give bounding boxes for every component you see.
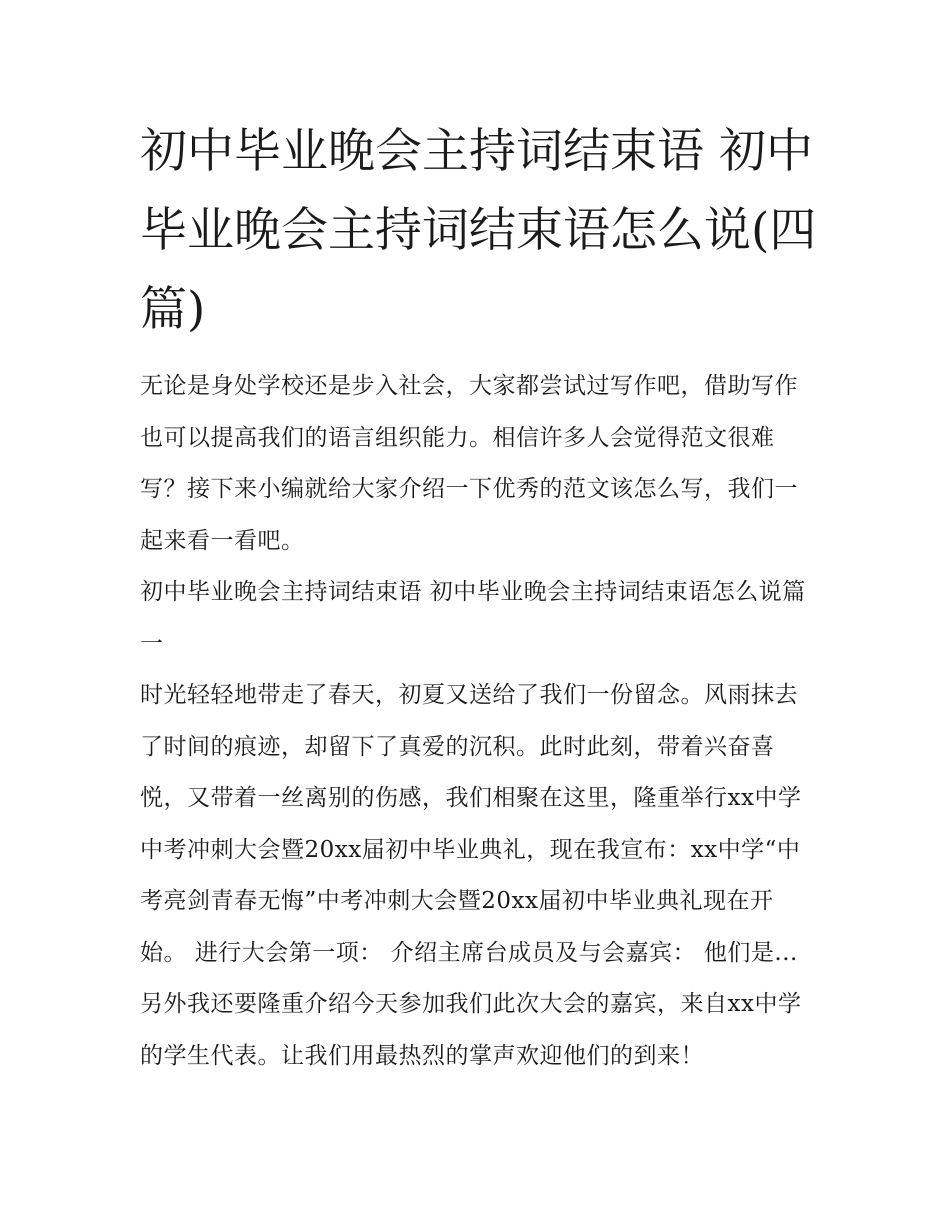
body-paragraph: 另外我还要隆重介绍今天参加我们此次大会的嘉宾，来自xx中学的学生代表。让我们用最热烈的掌声欢迎他们的到来！ [140,991,802,1069]
body-paragraph: 时光轻轻地带走了春天，初夏又送给了我们一份留念。风雨抹去了时间的痕迹，却留下了真爱的沉积。此时此刻，带着兴奋喜悦，又带着一丝离别的伤感，我们相聚在这里，隆重举行xx中学中考冲刺大会暨20xx届初中毕业典礼，现在我宣布：xx中学“中考亮剑青春无悔”中考冲刺大会暨20xx届初中毕业典礼现在开始。 进行大会第一项： 介绍主席台成员及与会嘉宾： 他们是... [140,682,802,966]
document-title: 初中毕业晚会主持词结束语 初中毕业晚会主持词结束语怎么说(四篇) [140,124,817,337]
document-page [140,112,820,1082]
section-heading: 初中毕业晚会主持词结束语 初中毕业晚会主持词结束语怎么说篇一 [140,579,806,657]
intro-paragraph: 无论是身处学校还是步入社会，大家都尝试过写作吧，借助写作也可以提高我们的语言组织能力。相信许多人会觉得范文很难写？接下来小编就给大家介绍一下优秀的范文该怎么写，我们一起来看一看吧。 [140,373,798,554]
